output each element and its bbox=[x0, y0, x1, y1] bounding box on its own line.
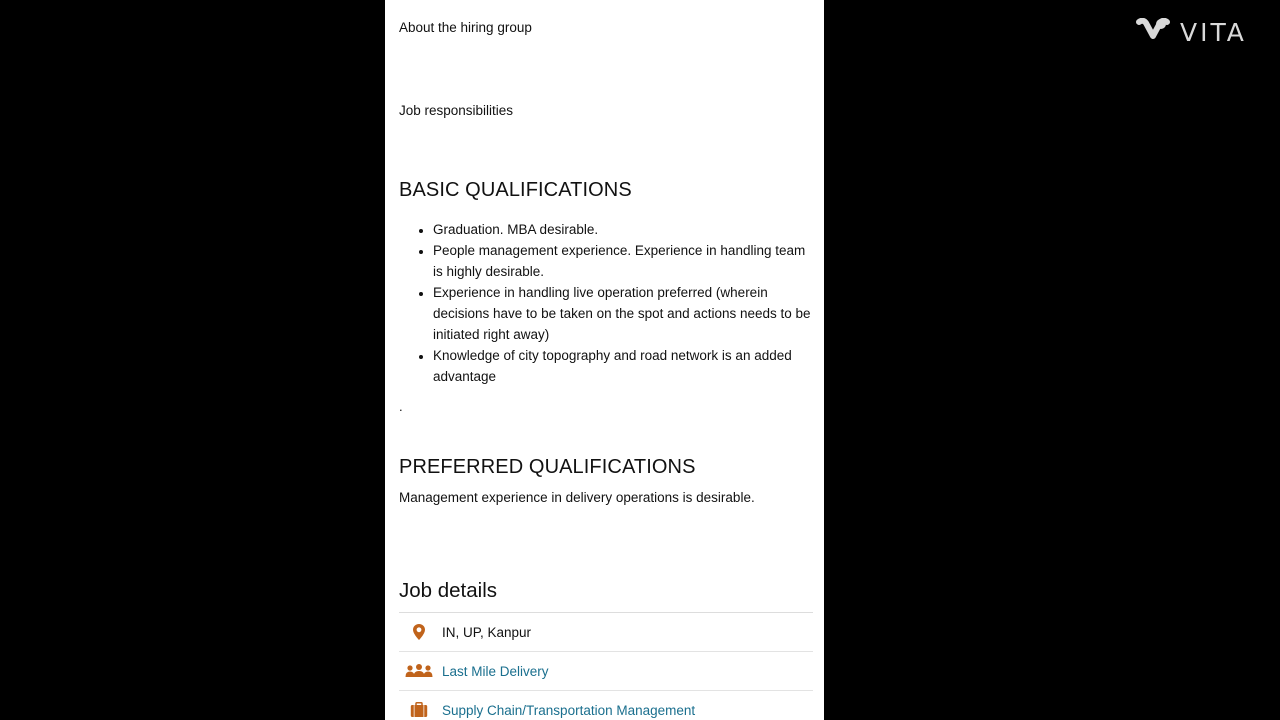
preferred-qualifications-text: Management experience in delivery operations is desirable. bbox=[399, 490, 755, 505]
list-item: • Knowledge of city topography and road network is an added advantage bbox=[433, 345, 813, 387]
basic-qualifications-list bbox=[399, 219, 813, 387]
job-details-heading: Job details bbox=[399, 579, 498, 602]
list-item: • Experience in handling live operation preferred (wherein decisions have to be taken on the spot and actions needs to be initiated right away) bbox=[433, 282, 813, 345]
about-hiring-group-label: About the hiring group bbox=[399, 20, 532, 35]
job-details-list bbox=[399, 612, 813, 720]
briefcase-icon bbox=[399, 691, 439, 720]
job-team-link[interactable]: Last Mile Delivery bbox=[442, 663, 549, 679]
location-pin-icon bbox=[399, 613, 439, 651]
list-item: • Graduation. MBA desirable. bbox=[433, 219, 813, 240]
watermark bbox=[1136, 16, 1247, 48]
job-detail-location bbox=[399, 613, 813, 652]
job-responsibilities-label: Job responsibilities bbox=[399, 103, 514, 118]
vita-logo-icon bbox=[1136, 18, 1170, 46]
watermark-brand: VITA bbox=[1180, 17, 1247, 47]
team-people-icon bbox=[399, 652, 439, 690]
trailing-period: . bbox=[399, 399, 403, 414]
list-item: • People management experience. Experience in handling team is highly desirable. bbox=[433, 240, 813, 282]
job-page[interactable] bbox=[385, 0, 824, 720]
job-detail-category[interactable] bbox=[399, 691, 813, 720]
basic-qualifications-heading: BASIC QUALIFICATIONS bbox=[399, 179, 632, 201]
job-category-link[interactable]: Supply Chain/Transportation Management bbox=[442, 702, 696, 718]
preferred-qualifications-heading: PREFERRED QUALIFICATIONS bbox=[399, 456, 696, 478]
job-detail-team[interactable] bbox=[399, 652, 813, 691]
job-location-text: IN, UP, Kanpur bbox=[442, 624, 532, 640]
